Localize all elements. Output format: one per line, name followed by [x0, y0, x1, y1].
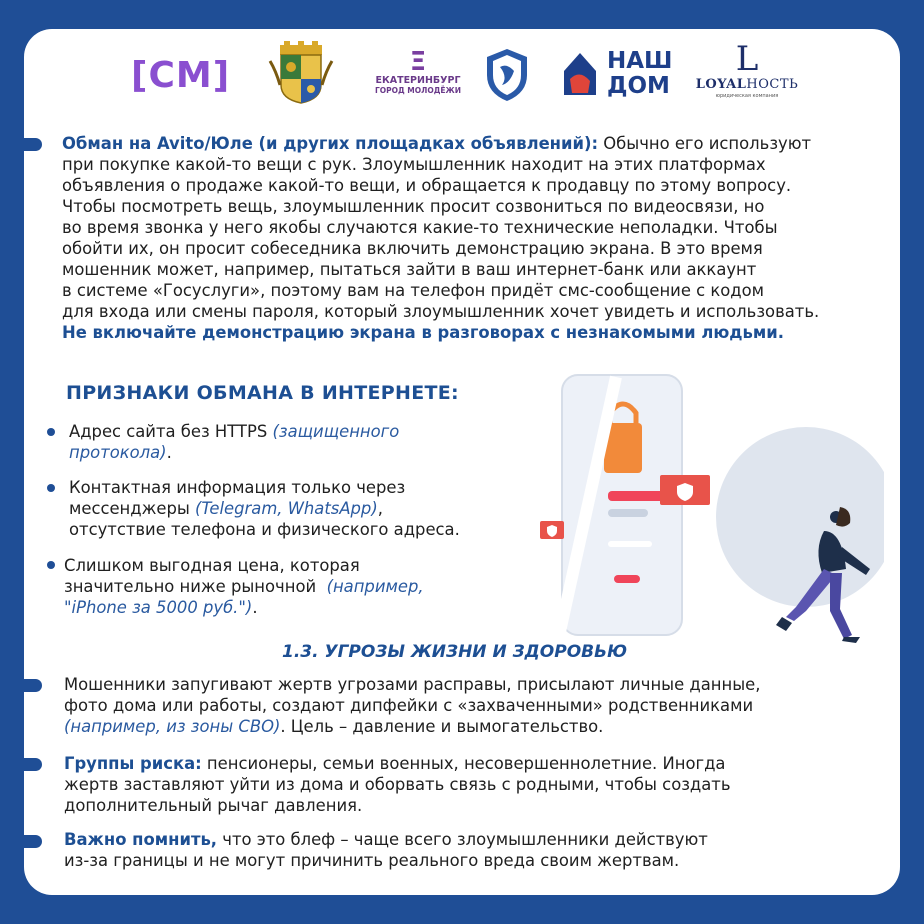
avito-line-4: во время звонка у него якобы случаются какие-то технические неполадки. Чтобы — [62, 218, 778, 237]
threats-p1-line-1: Мошенники запугивают жертв угрозами расправы, присылают личные данные, — [64, 675, 761, 694]
threats-p1-line-3-rest: . Цель – давление и вымогательство. — [280, 717, 604, 736]
sign3-c: (например, — [326, 577, 424, 596]
loyal-sub: юридическая компания — [715, 93, 779, 99]
sign2-b: мессенджеры — [69, 499, 190, 518]
sign2-e: отсутствие телефона и физического адреса. — [69, 520, 460, 539]
section-marker — [24, 679, 42, 692]
sign2-a: Контактная информация только через — [69, 478, 406, 497]
signs-heading: ПРИЗНАКИ ОБМАНА В ИНТЕРНЕТЕ: — [66, 382, 459, 404]
avito-line-6: мошенник может, например, пытаться зайти в ваш интернет-банк или аккаунт — [62, 260, 757, 279]
threats-paragraph-2 — [64, 753, 731, 816]
content-card — [24, 29, 900, 895]
nash-dom-house-icon — [560, 49, 600, 99]
nash-text: НАШ — [607, 48, 673, 74]
threats-heading: 1.3. УГРОЗЫ ЖИЗНИ И ЗДОРОВЬЮ — [282, 642, 628, 662]
risk-groups-label: Группы риска: — [64, 754, 202, 773]
loyalnost-logo: L LOYALНОСТЬ юридическая компания — [692, 41, 802, 100]
sign1-b: (защищенного — [272, 422, 400, 441]
ekb-logo-bottom: ГОРОД МОЛОДЁЖИ — [374, 86, 462, 95]
loyal-bold: LOYAL — [695, 77, 747, 92]
important-label: Важно помнить, — [64, 830, 218, 849]
sign3-b: значительно ниже рыночной — [64, 577, 317, 596]
threats-paragraph-3 — [64, 829, 708, 871]
sign-item-messengers — [69, 477, 460, 540]
avito-warning: Не включайте демонстрацию экрана в разговорах с незнакомыми людьми. — [62, 323, 784, 342]
sign3-d: "iPhone за 5000 руб.") — [64, 598, 253, 617]
sign1-c: протокола) — [69, 443, 167, 462]
sign2-c: (Telegram, WhatsApp) — [195, 499, 378, 518]
sign1-d: . — [166, 443, 172, 462]
coat-of-arms-icon — [266, 41, 336, 105]
ekb-logo: Ξ ЕКАТЕРИНБУРГ ГОРОД МОЛОДЁЖИ — [368, 49, 468, 95]
sign-item-price — [64, 555, 424, 618]
ekb-logo-top: ЕКАТЕРИНБУРГ — [375, 75, 461, 86]
nash-dom-logo — [607, 49, 672, 99]
avito-line-0: Обычно его используют — [603, 134, 812, 153]
avito-paragraph — [62, 133, 819, 343]
threats-p3-line-1: что это блеф – чаще всего злоумышленники действуют — [217, 830, 708, 849]
sign2-d: , — [377, 499, 383, 518]
avito-line-5: обойти их, он просит собеседника включить демонстрацию экрана. В это время — [62, 239, 763, 258]
avito-line-1: при покупке какой-то вещи с рук. Злоумышленник находит на этих платформах — [62, 155, 766, 174]
threats-p1-line-3-italic: (например, из зоны СВО) — [64, 717, 281, 736]
avito-line-3: Чтобы посмотреть вещь, злоумышленник просит созвониться по видеосвязи, но — [62, 197, 765, 216]
phone-runner-illustration — [534, 369, 884, 659]
bullet-dot — [47, 484, 55, 492]
shield-logo-icon — [484, 47, 530, 103]
avito-title: Обман на Avito/Юле (и других площадках объявлений): — [62, 134, 599, 153]
sign3-e: . — [252, 598, 258, 617]
avito-line-2: объявления о продаже какой-то вещи, и обращается к продавцу по этому вопросу. — [62, 176, 792, 195]
dom-text: ДОМ — [607, 73, 670, 99]
partner-logos — [24, 29, 900, 129]
threats-p2-line-3: дополнительный рычаг давления. — [64, 796, 363, 815]
bullet-dot — [47, 428, 55, 436]
threats-p3-line-2: из-за границы и не могут причинить реального вреда своим жертвам. — [64, 851, 680, 870]
threats-p2-line-1: пенсионеры, семьи военных, несовершеннолетние. Иногда — [201, 754, 726, 773]
threats-paragraph-1 — [64, 674, 760, 737]
threats-p2-line-2: жертв заставляют уйти из дома и оборвать связь с родными, чтобы создать — [64, 775, 731, 794]
section-marker — [24, 758, 42, 771]
bullet-dot — [47, 561, 55, 569]
avito-line-8: для входа или смены пароля, который злоумышленник хочет увидеть и использовать. — [62, 302, 820, 321]
section-marker — [24, 138, 42, 151]
avito-line-7: в системе «Госуслуги», поэтому вам на телефон придёт смс-сообщение с кодом — [62, 281, 764, 300]
loyal-rest: НОСТЬ — [746, 77, 799, 92]
sign-item-https — [69, 421, 399, 463]
cm-logo: [СМ] — [131, 55, 231, 96]
sign1-a: Адрес сайта без HTTPS — [69, 422, 268, 441]
section-marker — [24, 835, 42, 848]
sign3-a: Слишком выгодная цена, которая — [64, 556, 360, 575]
threats-p1-line-2: фото дома или работы, создают дипфейки с «захваченными» родственниками — [64, 696, 754, 715]
